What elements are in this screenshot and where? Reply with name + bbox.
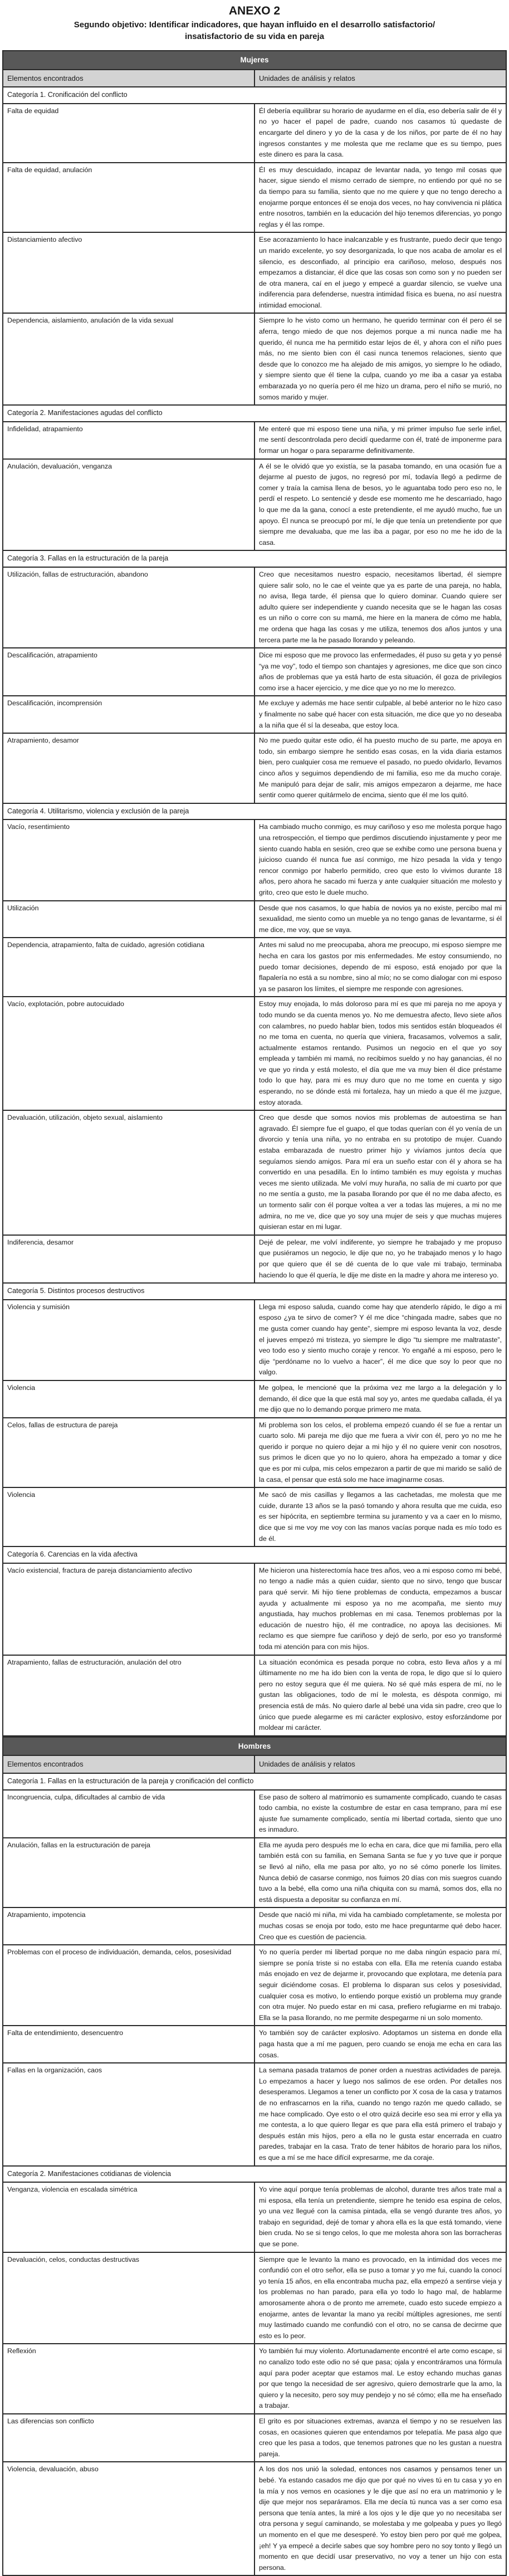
element-label: Devaluación, celos, conductas destructivas <box>3 2252 254 2344</box>
account-text: Me sacó de mis casillas y llegamos a las cachetadas, me molesta que me cuide, durante 13 años se la pasó tomando y ahora resulta que me cuida, eso es ser hipócrita, en septiembre termina su juramento y va a caer en lo mismo, dice que si me voy me voy con las manos vacías porque nada es mío todo es de él. <box>254 1487 506 1546</box>
category-row <box>3 550 506 567</box>
category-row <box>3 1283 506 1300</box>
table-mujeres <box>2 50 507 1736</box>
table-row <box>3 1838 506 1908</box>
element-label: Violencia <box>3 1487 254 1546</box>
account-text: Yo no quería perder mi libertad porque no me daba ningún espacio para mí, siempre se ponía triste si no estaba con ella. Ella me retenía cuando estaba más enojado en vez de dejarme ir, provocando que explotara, me detenía para seguir diciéndome cosas. El problema lo disparan sus celos y posesividad, cualquier cosa es motivo, lo entiendo porque existió un problema muy grande con otra mujer. No puedo estar en mi casa, prefiero refugiarme en mi trabajo. Ella se la pasa llorando, no me permite despegarme ni un solo momento. <box>254 1945 506 2026</box>
column-header-row <box>3 1755 506 1773</box>
table-row <box>3 997 506 1110</box>
element-label: Celos, fallas de estructura de pareja <box>3 1418 254 1488</box>
element-label: Violencia <box>3 1380 254 1418</box>
table-row <box>3 1655 506 1736</box>
column-header-row <box>3 70 506 87</box>
element-label: Utilización <box>3 901 254 938</box>
account-text: A él se le olvidó que yo existía, se la pasaba tomando, en una ocasión fue a dejarme al puesto de jugos, no regresó por mí, todavía llegó a pedirme de comer y traía la camisa llena de besos, yo le aguantaba todo pero eso no, le perdí el respeto. Lo sentencié y desde ese momento me he descarriado, hago lo que me da la gana, conocí a este pretendiente, el me ayudó mucho, fue un apoyo. Él nunca se preocupó por mí, le dije que tenía un pretendiente por que siempre me devaluaba, que me las iba a pagar, por eso no me he ido de la casa. <box>254 459 506 551</box>
account-text: Llega mi esposo saluda, cuando come hay que atenderlo rápido, le digo a mi esposo ¿ya te sirvo de comer? Y él me dice “chingada madre, sabes que no me gusta comer cuando hay gente”, siempre mi esposo levanta la voz, desde el jueves empezó mi tristeza, yo siempre le digo “tu siempre me maltrataste”, veo todo eso y siento mucho coraje y rencor. Yo engañé a mi esposo, pero le dije “perdóname no lo vuelvo a hacer”, él me dice que soy lo peor que no valgo. <box>254 1300 506 1380</box>
column-header-elements: Elementos encontrados <box>3 1755 254 1773</box>
element-label: Dependencia, atrapamiento, falta de cuidado, agresión cotidiana <box>3 938 254 997</box>
category-row <box>3 2166 506 2183</box>
element-label: Violencia y sumisión <box>3 1300 254 1380</box>
account-text: Yo vine aquí porque tenía problemas de alcohol, durante tres años trate mal a mi esposa, ella tenía un pretendiente, siempre he tenido esa espina de celos, yo una vez llegué con la camisa pintada, ella se vengó durante tres años, yo trabajo en seguridad, dejé de tomar y ahora ella es la que está tomando, viene bien cruda. No se si tengo celos, lo que me molesta ahora son las borracheras que se pone. <box>254 2182 506 2252</box>
table-row <box>3 2026 506 2063</box>
table-row <box>3 648 506 696</box>
table-row <box>3 2182 506 2252</box>
category-row <box>3 1773 506 1790</box>
category-row <box>3 803 506 820</box>
element-label: Fallas en la organización, caos <box>3 2063 254 2165</box>
element-label: Vacío existencial, fractura de pareja distanciamiento afectivo <box>3 1563 254 1655</box>
category-title: Categoría 5. Distintos procesos destructivos <box>3 1283 506 1300</box>
element-label: Utilización, fallas de estructuración, abandono <box>3 567 254 648</box>
element-label: Vacío, resentimiento <box>3 819 254 900</box>
account-text: Siempre lo he visto como un hermano, he querido terminar con él pero él se aferra, tengo miedo de que nos dejemos porque a mi nunca nadie me ha querido, él nunca me ha permitido estar lejos de él, y ahora con el niño pues más, no me siento bien con él casi nunca tenemos relaciones, siento que desde que lo conozco me ha alejado de mis amigos, yo siempre lo he odiado, y siempre siento que él tiene la culpa, cuando yo me iba a casar ya estaba embarazada yo no quería pero él me hizo un drama, pero el niño se murió, no somos marido y mujer. <box>254 313 506 405</box>
table-row <box>3 2414 506 2462</box>
element-label: Descalificación, incomprensión <box>3 696 254 733</box>
element-label: Distanciamiento afectivo <box>3 232 254 313</box>
element-label: Falta de equidad <box>3 104 254 163</box>
table-row <box>3 1110 506 1235</box>
element-label: Dependencia, aislamiento, anulación de la vida sexual <box>3 313 254 405</box>
account-text: Ese acorazamiento lo hace inalcanzable y es frustrante, puedo decir que tengo un marido excelente, yo soy desorganizada, lo que nos acaba de amolar es el silencio, es desconfiado, al principio era cariñoso, meloso, después nos empezamos a distanciar, él dice que las cosas son como son y no pueden ser de otra manera, caí en el juego y empecé a guardar silencio, se vuelve una indiferencia para defenderse, nuestra intimidad física es buena, no así nuestra intimidad emocional. <box>254 232 506 313</box>
account-text: Mi problema son los celos, el problema empezó cuando él se fue a rentar un cuarto solo. Mi pareja me dijo que me fuera a vivir con él, pero yo no me he querido ir porque no quiero dejar a mi hijo y él no quiere venir con nosotros, sus primos le dicen que yo no lo quiero, ahora ha empezado a tomar y dice que es por mi culpa, mis celos empezaron a partir de que mi marido se salió de la casa, el pensar que está solo me hace imaginarme cosas. <box>254 1418 506 1488</box>
table-row <box>3 1945 506 2026</box>
table-row <box>3 104 506 163</box>
account-text: Estoy muy enojada, lo más doloroso para mí es que mi pareja no me apoya y todo mundo se da cuenta menos yo. No me demuestra afecto, llevo siete años con calambres, no puedo hablar bien, todos mis sentidos están bloqueados él no me toma en cuenta, no quería que viniera, fracasamos, volvemos a salir, actualmente estamos rentando. Pusimos un negocio en el que yo soy empleada y también mi mamá, no recibimos sueldo y no hay ganancias, él no ve que yo rinda y está molesto, el día que me va muy bien él dice préstame todo lo que hay, para mi es muy duro que no me tome en cuenta y sigo esperando, no se dónde está mi fortaleza, hay un miedo a que él me juzgue, estoy atorada. <box>254 997 506 1110</box>
element-label: Atrapamiento, fallas de estructuración, anulación del otro <box>3 1655 254 1736</box>
table-row <box>3 2252 506 2344</box>
section-title: Hombres <box>3 1737 506 1756</box>
category-title: Categoría 4. Utilitarismo, violencia y exclusión de la pareja <box>3 803 506 820</box>
account-text: Él es muy descuidado, incapaz de levantar nada, yo tengo mil cosas que hacer, sigue siendo el mismo cerrado de siempre, no entiendo por qué no se da tiempo para su familia, siento que no me quiere y que no tengo derecho a enojarme porque entonces él se enoja dos veces, no hay convivencia ni plática entre nosotros, también en la educación del hijo tenemos diferencias, yo pongo reglas y él las rompe. <box>254 163 506 233</box>
account-text: Ella me ayuda pero después me lo echa en cara, dice que mi familia, pero ella también está con su familia, en Semana Santa se fue y yo tuve que ir porque se llevó al niño, ella me pasa por alto, yo no sé cómo ponerle los límites. Nunca debió de casarse conmigo, nos fuimos 20 días con mis suegros cuando tuvo a la bebé, ella como una niña chiquita con su mamá, somos dos, ella no está dispuesta a depositar su confianza en mí. <box>254 1838 506 1908</box>
column-header-units: Unidades de análisis y relatos <box>254 70 506 87</box>
account-text: Me golpea, le mencioné que la próxima vez me largo a la delegación y lo demando, él dice que la que está mal soy yo, antes me quedaba callada, él ya me dijo que no lo demando porque primero me mata. <box>254 1380 506 1418</box>
column-header-elements: Elementos encontrados <box>3 70 254 87</box>
element-label: Falta de entendimiento, desencuentro <box>3 2026 254 2063</box>
element-label: Anulación, devaluación, venganza <box>3 459 254 551</box>
table-row <box>3 901 506 938</box>
account-text: Yo también soy de carácter explosivo. Adoptamos un sistema en donde ella paga hasta que a mí me paguen, pero cuando se enoja me echa en cara las cosas. <box>254 2026 506 2063</box>
category-row <box>3 1546 506 1563</box>
account-text: Creo que necesitamos nuestro espacio, necesitamos libertad, él siempre quiere salir solo, no le cae el veinte que ya es parte de una pareja, no habla, no avisa, llega tarde, él piensa que lo quiero dominar. Cuando quiere ser adulto quiere ser independiente y cuando necesita que se le hagan las cosas es un niño o corre con su mamá, me hiere en la manera de cómo me habla, me ordena que haga las cosas y me utiliza, tenemos dos años juntos y una tercera parte me la he pasado llorando y peleando. <box>254 567 506 648</box>
table-row <box>3 1487 506 1546</box>
element-label: Atrapamiento, desamor <box>3 733 254 803</box>
table-row <box>3 1418 506 1488</box>
table-row <box>3 459 506 551</box>
account-text: Me excluye y además me hace sentir culpable, al bebé anterior no le hizo caso y finalmente no sabe qué hacer con esta situación, me dice que yo no deseaba a la niña que él sí la deseaba, que estoy loca. <box>254 696 506 733</box>
element-label: Reflexión <box>3 2344 254 2414</box>
account-text: Antes mi salud no me preocupaba, ahora me preocupo, mi esposo siempre me hecha en cara los gastos por mis enfermedades. Me estoy consumiendo, no puedo tomar decisiones, dependo de mi esposo, está enojado por que la flapalería no está a su nombre, sino al mío; no se como dialogar con mi esposo ya se pasaron los límites, el siempre me responde con agresiones. <box>254 938 506 997</box>
section-title: Mujeres <box>3 51 506 70</box>
category-title: Categoría 2. Manifestaciones agudas del conflicto <box>3 405 506 422</box>
element-label: Problemas con el proceso de individuación, demanda, celos, posesividad <box>3 1945 254 2026</box>
element-label: Descalificación, atrapamiento <box>3 648 254 696</box>
table-row <box>3 1907 506 1945</box>
table-row <box>3 1300 506 1380</box>
element-label: Incongruencia, culpa, dificultades al cambio de vida <box>3 1790 254 1838</box>
account-text: La situación económica es pesada porque no cobra, esto lleva años y a mí últimamente no me ha ido bien con la venta de ropa, le digo que sí lo quiero pero no estoy segura que él me quiera. No sé qué más espera de mí, no le gustan las obligaciones, todo de mí le molesta, es déspota conmigo, mi presencia está de más. No quiero darle al bebé una vida sin padre, creo que lo único que puede alegarme es mi carácter explosivo, estoy esforzándome por moldear mi carácter. <box>254 1655 506 1736</box>
account-text: Creo que desde que somos novios mis problemas de autoestima se han agravado. Él siempre fue el guapo, el que todas querían con él yo venía de un divorcio y tenía una niña, yo no entraba en su prototipo de mujer. Cuando estaba embarazada de nuestro primer hijo y vivíamos juntos decía que seguíamos siendo amigos. Para mí era un sueño estar con él y ahora se ha convertido en una pesadilla. En lo íntimo también es muy egoísta y muchas veces me siento utilizada. Me volví muy huraña, no salía de mi cuarto por que no me sentía a gusto, me la pasaba llorando por que él no me daba afecto, es un tormento salir con él porque voltea a ver a todas las mujeres, a mi no me admira, no me ve, dice que yo soy una mujer de seis y que muchas mujeres quisieran estar en mi lugar. <box>254 1110 506 1235</box>
account-text: Me enteré que mi esposo tiene una niña, y mi primer impulso fue serle infiel, me sentí descontrolada pero decidí quedarme con él, traté de imponerme para formar un hogar o para separarme definitivamente. <box>254 422 506 459</box>
account-text: Dejé de pelear, me volví indiferente, yo siempre he trabajado y me propuso que pusiéramos un negocio, le dije que no, yo he trabajado menos y lo hago por que quiero que él se dé cuenta de lo que vale mi trabajo, terminaba haciendo lo que él quería, le dije me diste en la madre y ahora me intereso yo. <box>254 1235 506 1283</box>
element-label: Indiferencia, desamor <box>3 1235 254 1283</box>
account-text: Él debería equilibrar su horario de ayudarme en el día, eso debería salir de él y no yo hacer el papel de padre, cuando nos casamos tú quedaste de encargarte del dinero y yo de la casa y de los niños, por parte de él no hay ingresos constantes y me molesta que me reclame que es su tiempo, pues este dinero es para la casa. <box>254 104 506 163</box>
account-text: Ha cambiado mucho conmigo, es muy cariñoso y eso me molesta porque hago una retrospección, el tiempo que perdimos discutiendo injustamente y peor me siento cuando habla en sesión, creo que se exhibe como une persona buena y juicioso cuando él nunca fue así conmigo, me hizo pesada la vida y tengo rencor conmigo por haberlo permitido, creo que esto lo vivimos durante 18 años, pero ahora he sacado mi fuerza y ante cualquier situación me molesto y grito, creo que esto le duele mucho. <box>254 819 506 900</box>
account-text: A los dos nos unió la soledad, entonces nos casamos y pensamos tener un bebé. Ya estando casados me dijo que por qué no vives tú en tu casa y yo en la mía y nos vemos en ocasiones y le dije que así no era un matrimonio y le dije que mejor nos separáramos. Ella me decía tú nunca vas a ser como esa persona que tenía antes, la miré a los ojos y le dije que yo no necesitaba ser otra persona y seguí caminando, se molestaba y me golpeaba y pues yo llegó un momento en el que me desesperé. Yo estoy bien pero por qué me golpea, ¡eh! Y ya empecé a decirle sabes que soy hombre pero no soy tonto y llegó un momento en que decidí usar preservativo, no voy a tener un hijo con esta persona. <box>254 2462 506 2575</box>
account-text: El grito es por situaciones extremas, avanza el tiempo y no se resuelven las cosas, en ocasiones quieren que entendamos por telepatía. Me pasa algo que creo que les pasa a todos, que tenemos patrones que no les gustan a nuestra pareja. <box>254 2414 506 2462</box>
category-title: Categoría 1. Fallas en la estructuración de la pareja y cronificación del conflicto <box>3 1773 506 1790</box>
table-row <box>3 422 506 459</box>
account-text: Siempre que le levanto la mano es provocado, en la intimidad dos veces me confundió con el otro señor, ella se puso a tomar y yo me fui, cuando la conocí yo tenía 15 años, en ella encontraba mucha paz, ella empezó a sentirse vieja y los problemas no han parado, para ella yo todo lo hago mal, de hablarme amorosamente ahora o de pronto me arremete, cuado esto sucede empiezo a enojarme, antes de levantar la mano ya recibí múltiples agresiones, me sentí muy lastimado cuando me confundió con el otro, no se cansa de decirme que esto es lo peor. <box>254 2252 506 2344</box>
category-row <box>3 87 506 104</box>
page-subtitle: Segundo objetivo: Identificar indicadores, que hayan influido en el desarrollo satisfactorio/ insatisfactorio de su vida en pareja <box>74 20 435 41</box>
table-row <box>3 696 506 733</box>
category-title: Categoría 1. Cronificación del conflicto <box>3 87 506 104</box>
element-label: Vacío, explotación, pobre autocuidado <box>3 997 254 1110</box>
table-row <box>3 567 506 648</box>
element-label: Violencia, devaluación, abuso <box>3 2462 254 2575</box>
table-row <box>3 1563 506 1655</box>
table-row <box>3 2462 506 2575</box>
annex-tables <box>0 50 509 2576</box>
element-label: Devaluación, utilización, objeto sexual, aislamiento <box>3 1110 254 1235</box>
category-title: Categoría 2. Manifestaciones cotidianas de violencia <box>3 2166 506 2183</box>
element-label: Infidelidad, atrapamiento <box>3 422 254 459</box>
account-text: Dice mi esposo que me provoco las enfermedades, él puso su geta y yo pensé “ya me voy”, todo el tiempo son chantajes y agresiones, me dice que son cinco años de problemas que ya está harto de esta situación, él goza de privilegios como irse a hacer ejercicio, y me dice que yo no me lo merezco. <box>254 648 506 696</box>
table-row <box>3 232 506 313</box>
element-label: Falta de equidad, anulación <box>3 163 254 233</box>
table-row <box>3 2063 506 2165</box>
section-header <box>3 1737 506 1756</box>
element-label: Las diferencias son conflicto <box>3 2414 254 2462</box>
account-text: Desde que nos casamos, lo que había de novios ya no existe, percibo mal mi sexualidad, me siento como un mueble ya no tengo ganas de levantarme, si él me dice, me voy, que se vaya. <box>254 901 506 938</box>
account-text: Me hicieron una histerectomía hace tres años, veo a mi esposo como mi bebé, no tengo a nadie más a quien cuidar, siento que no sirvo, tengo que buscar para qué servir. Mi hijo tiene problemas de conducta, empezamos a buscar ayuda y actualmente mi esposo ya no me acompaña, me siento muy angustiada, hay muchos problemas en mi casa. Tenemos problemas por la educación de nuestro hijo, él me contradice, no apoya las decisiones. Mi reclamo es que siempre fue cariñoso y dejó de serlo, por eso yo transformé toda mi atención para con mis hijos. <box>254 1563 506 1655</box>
category-title: Categoría 6. Carencias en la vida afectiva <box>3 1546 506 1563</box>
table-row <box>3 1380 506 1418</box>
table-row <box>3 819 506 900</box>
table-row <box>3 163 506 233</box>
account-text: Desde que nació mi niña, mi vida ha cambiado completamente, se molesta por muchas cosas se enoja por todo, esto me hace preguntarme qué debo hacer. Creo que es cuestión de paciencia. <box>254 1907 506 1945</box>
element-label: Venganza, violencia en escalada simétrica <box>3 2182 254 2252</box>
column-header-units: Unidades de análisis y relatos <box>254 1755 506 1773</box>
category-title: Categoría 3. Fallas en la estructuración de la pareja <box>3 550 506 567</box>
table-hombres <box>2 1736 507 2576</box>
category-row <box>3 405 506 422</box>
table-row <box>3 313 506 405</box>
account-text: Ese paso de soltero al matrimonio es sumamente complicado, cuando te casas todo cambia, no existe la costumbre de estar en casa temprano, para mí ese ajuste fue sumamente complicado, sentía mi libertad cortada, siento que uno es inmaduro. <box>254 1790 506 1838</box>
account-text: Yo también fui muy violento. Afortunadamente encontré el arte como escape, si no canalizo todo este odio no sé que pasa; ojala y encontráramos una fórmula aquí para poder aceptar que estamos mal. Le estoy echando muchas ganas por que tengo la necesidad de ser agresivo, quiero demostrarle que la amo, la quiero y la necesito, pero soy muy pendejo y no sé cómo; ella me ha enseñado a trabajar. <box>254 2344 506 2414</box>
table-row <box>3 1790 506 1838</box>
document-header <box>0 0 509 42</box>
account-text: No me puedo quitar este odio, él ha puesto mucho de su parte, me apoya en todo, sin embargo siempre he sentido esas cosas, en la vida diaria estamos bien, pero cualquier cosa me remueve el pasado, no puedo olvidarlo, llevamos cinco años y seguimos dependiendo de mi familia, eso me da mucho coraje. Me manipuló para dejar de salir, mis amigos empezaron a dejarme, me hace sentir como querer quitármelo de encima, siento que él me los quitó. <box>254 733 506 803</box>
element-label: Anulación, fallas en la estructuración de pareja <box>3 1838 254 1908</box>
account-text: La semana pasada tratamos de poner orden a nuestras actividades de pareja. Lo empezamos a hacer y luego nos salimos de ese orden. Por detalles nos desesperamos. Llegamos a tener un conflicto por X cosa de la casa y tratamos de no enfrascarnos en la riña, cuando no tengo razón me quedo callado, se me hace complicado. Oye esto o el otro quizá decirle eso sea mi error y ella ya me contesta, a lo que quiero llegar es que para ella está primero el trabajo y después están mis hijos, pero a ella no le gusta estar encerrada en cuatro paredes, trabajar en la casa. Trato de tener hábitos de horario para los niños, es que a mí se me hace difícil expresarme, me da coraje. <box>254 2063 506 2165</box>
table-row <box>3 1235 506 1283</box>
section-header <box>3 51 506 70</box>
table-row <box>3 938 506 997</box>
table-row <box>3 2344 506 2414</box>
element-label: Atrapamiento, impotencia <box>3 1907 254 1945</box>
page-title: ANEXO 2 <box>228 4 281 17</box>
table-row <box>3 733 506 803</box>
